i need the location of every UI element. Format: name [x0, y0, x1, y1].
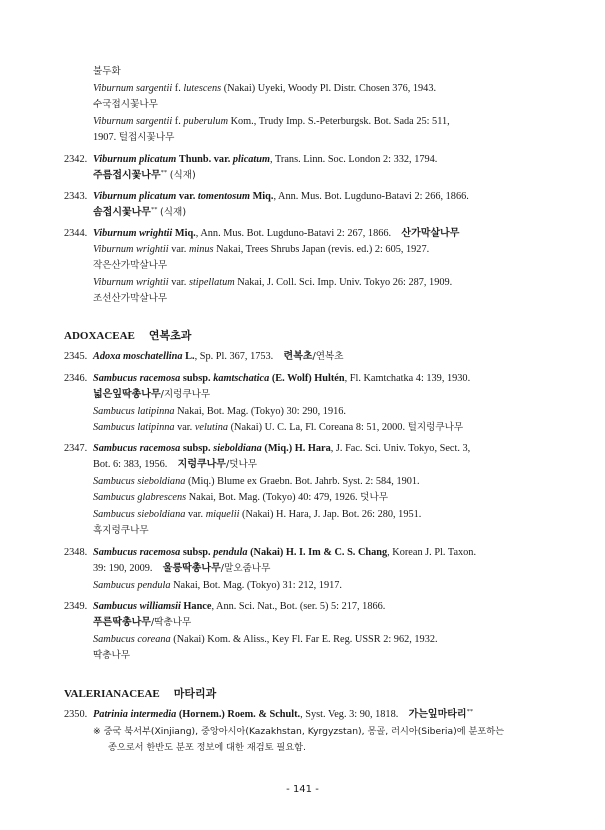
synonym-line: Sambucus sieboldiana (Miq.) Blume ex Graebn. Bot. Jahrb. Syst. 2: 584, 1901. [93, 476, 420, 487]
entry-2342: 2342. Viburnum plicatum Thunb. var. plicatum, Trans. Linn. Soc. London 2: 332, 1794. [64, 154, 438, 165]
vernacular-line: 푸른딱총나무/딱총나무 [93, 617, 192, 628]
synonym-line: Sambucus latipinna var. velutina (Nakai) U. C. La, Fl. Coreana 8: 51, 2000. 털지렁쿠나무 [93, 422, 464, 433]
entry-2345: 2345. Adoxa moschatellina L., Sp. Pl. 367, 1753. 련복초/연복초 [64, 351, 344, 362]
entry-2347-cont: Bot. 6: 383, 1956. 지렁쿠나무/덧나무 [93, 459, 258, 470]
synonym-line: Sambucus pendula Nakai, Bot. Mag. (Tokyo) 31: 212, 1917. [93, 580, 342, 591]
entry-2344: 2344. Viburnum wrightii Miq., Ann. Mus. Bot. Lugduno-Batavi 2: 267, 1866. 산가막살나무 [64, 228, 460, 239]
synonym-line: Viburnum sargentii f. lutescens (Nakai) Uyeki, Woody Pl. Distr. Chosen 376, 1943. [93, 83, 437, 94]
text-line: 수국접시꽃나무 [93, 99, 158, 110]
synonym-line: Sambucus sieboldiana var. miquelii (Nakai) H. Hara, J. Jap. Bot. 26: 280, 1951. [93, 509, 422, 520]
synonym-line: Sambucus coreana (Nakai) Kom. & Aliss., Key Fl. Far E. Reg. USSR 2: 962, 1932. [93, 634, 438, 645]
synonym-line: Sambucus latipinna Nakai, Bot. Mag. (Tokyo) 30: 290, 1916. [93, 406, 346, 417]
synonym-line: 1907. 털접시꽃나무 [93, 132, 175, 143]
text-line: 작은산가막살나무 [93, 260, 168, 271]
text-line: 흑지렁쿠나무 [93, 525, 149, 536]
vernacular-line: 넓은잎딱총나무/지렁쿠나무 [93, 389, 211, 400]
text-line: 딱총나무 [93, 650, 131, 661]
entry-2346: 2346. Sambucus racemosa subsp. kamtschatica (E. Wolf) Hultén, Fl. Kamtchatka 4: 139, 1930. [64, 373, 471, 384]
synonym-line: Viburnum sargentii f. puberulum Kom., Trudy Imp. S.-Peterburgsk. Bot. Sada 25: 511, [93, 116, 450, 127]
text-line: 불두화 [93, 66, 121, 77]
entry-2347: 2347. Sambucus racemosa subsp. sieboldiana (Miq.) H. Hara, J. Fac. Sci. Univ. Tokyo, Sect. 3, [64, 443, 471, 454]
note-line: ※ 중국 북서부(Xinjiang), 중앙아시아(Kazakhstan, Kyrgyzstan), 몽골, 러시아(Siberia)에 분포하는 [93, 726, 504, 737]
text-line: 조선산가막살나무 [93, 293, 168, 304]
entry-2343: 2343. Viburnum plicatum var. tomentosum Miq., Ann. Mus. Bot. Lugduno-Batavi 2: 266, 1866. [64, 191, 469, 202]
note-line: 종으로서 한반도 분포 정보에 대한 재검토 필요함. [108, 742, 306, 753]
synonym-line: Viburnum wrightii var. minus Nakai, Trees Shrubs Japan (revis. ed.) 2: 605, 1927. [93, 244, 430, 255]
vernacular-line: 솜접시꽃나무** (식재) [93, 206, 187, 218]
vernacular-line: 주름접시꽃나무** (식재) [93, 169, 196, 181]
family-heading-valerianaceae: VALERIANACEAE 마타리과 [64, 687, 217, 700]
entry-2348-cont: 39: 190, 2009. 울릉딱총나무/말오줌나무 [93, 563, 271, 574]
synonym-line: Viburnum wrightii var. stipellatum Nakai, J. Coll. Sci. Imp. Univ. Tokyo 26: 287, 1909. [93, 277, 453, 288]
entry-2348: 2348. Sambucus racemosa subsp. pendula (Nakai) H. I. Im & C. S. Chang, Korean J. Pl. Taxon. [64, 547, 477, 558]
entry-2349: 2349. Sambucus williamsii Hance, Ann. Sci. Nat., Bot. (ser. 5) 5: 217, 1866. [64, 601, 386, 612]
page-number: - 141 - [286, 784, 319, 795]
entry-2350: 2350. Patrinia intermedia (Hornem.) Roem. & Schult., Syst. Veg. 3: 90, 1818. 가는잎마타리** [64, 708, 474, 720]
family-heading-adoxaceae: ADOXACEAE 연복초과 [64, 329, 192, 342]
synonym-line: Sambucus glabrescens Nakai, Bot. Mag. (Tokyo) 40: 479, 1926. 덧나무 [93, 492, 388, 503]
